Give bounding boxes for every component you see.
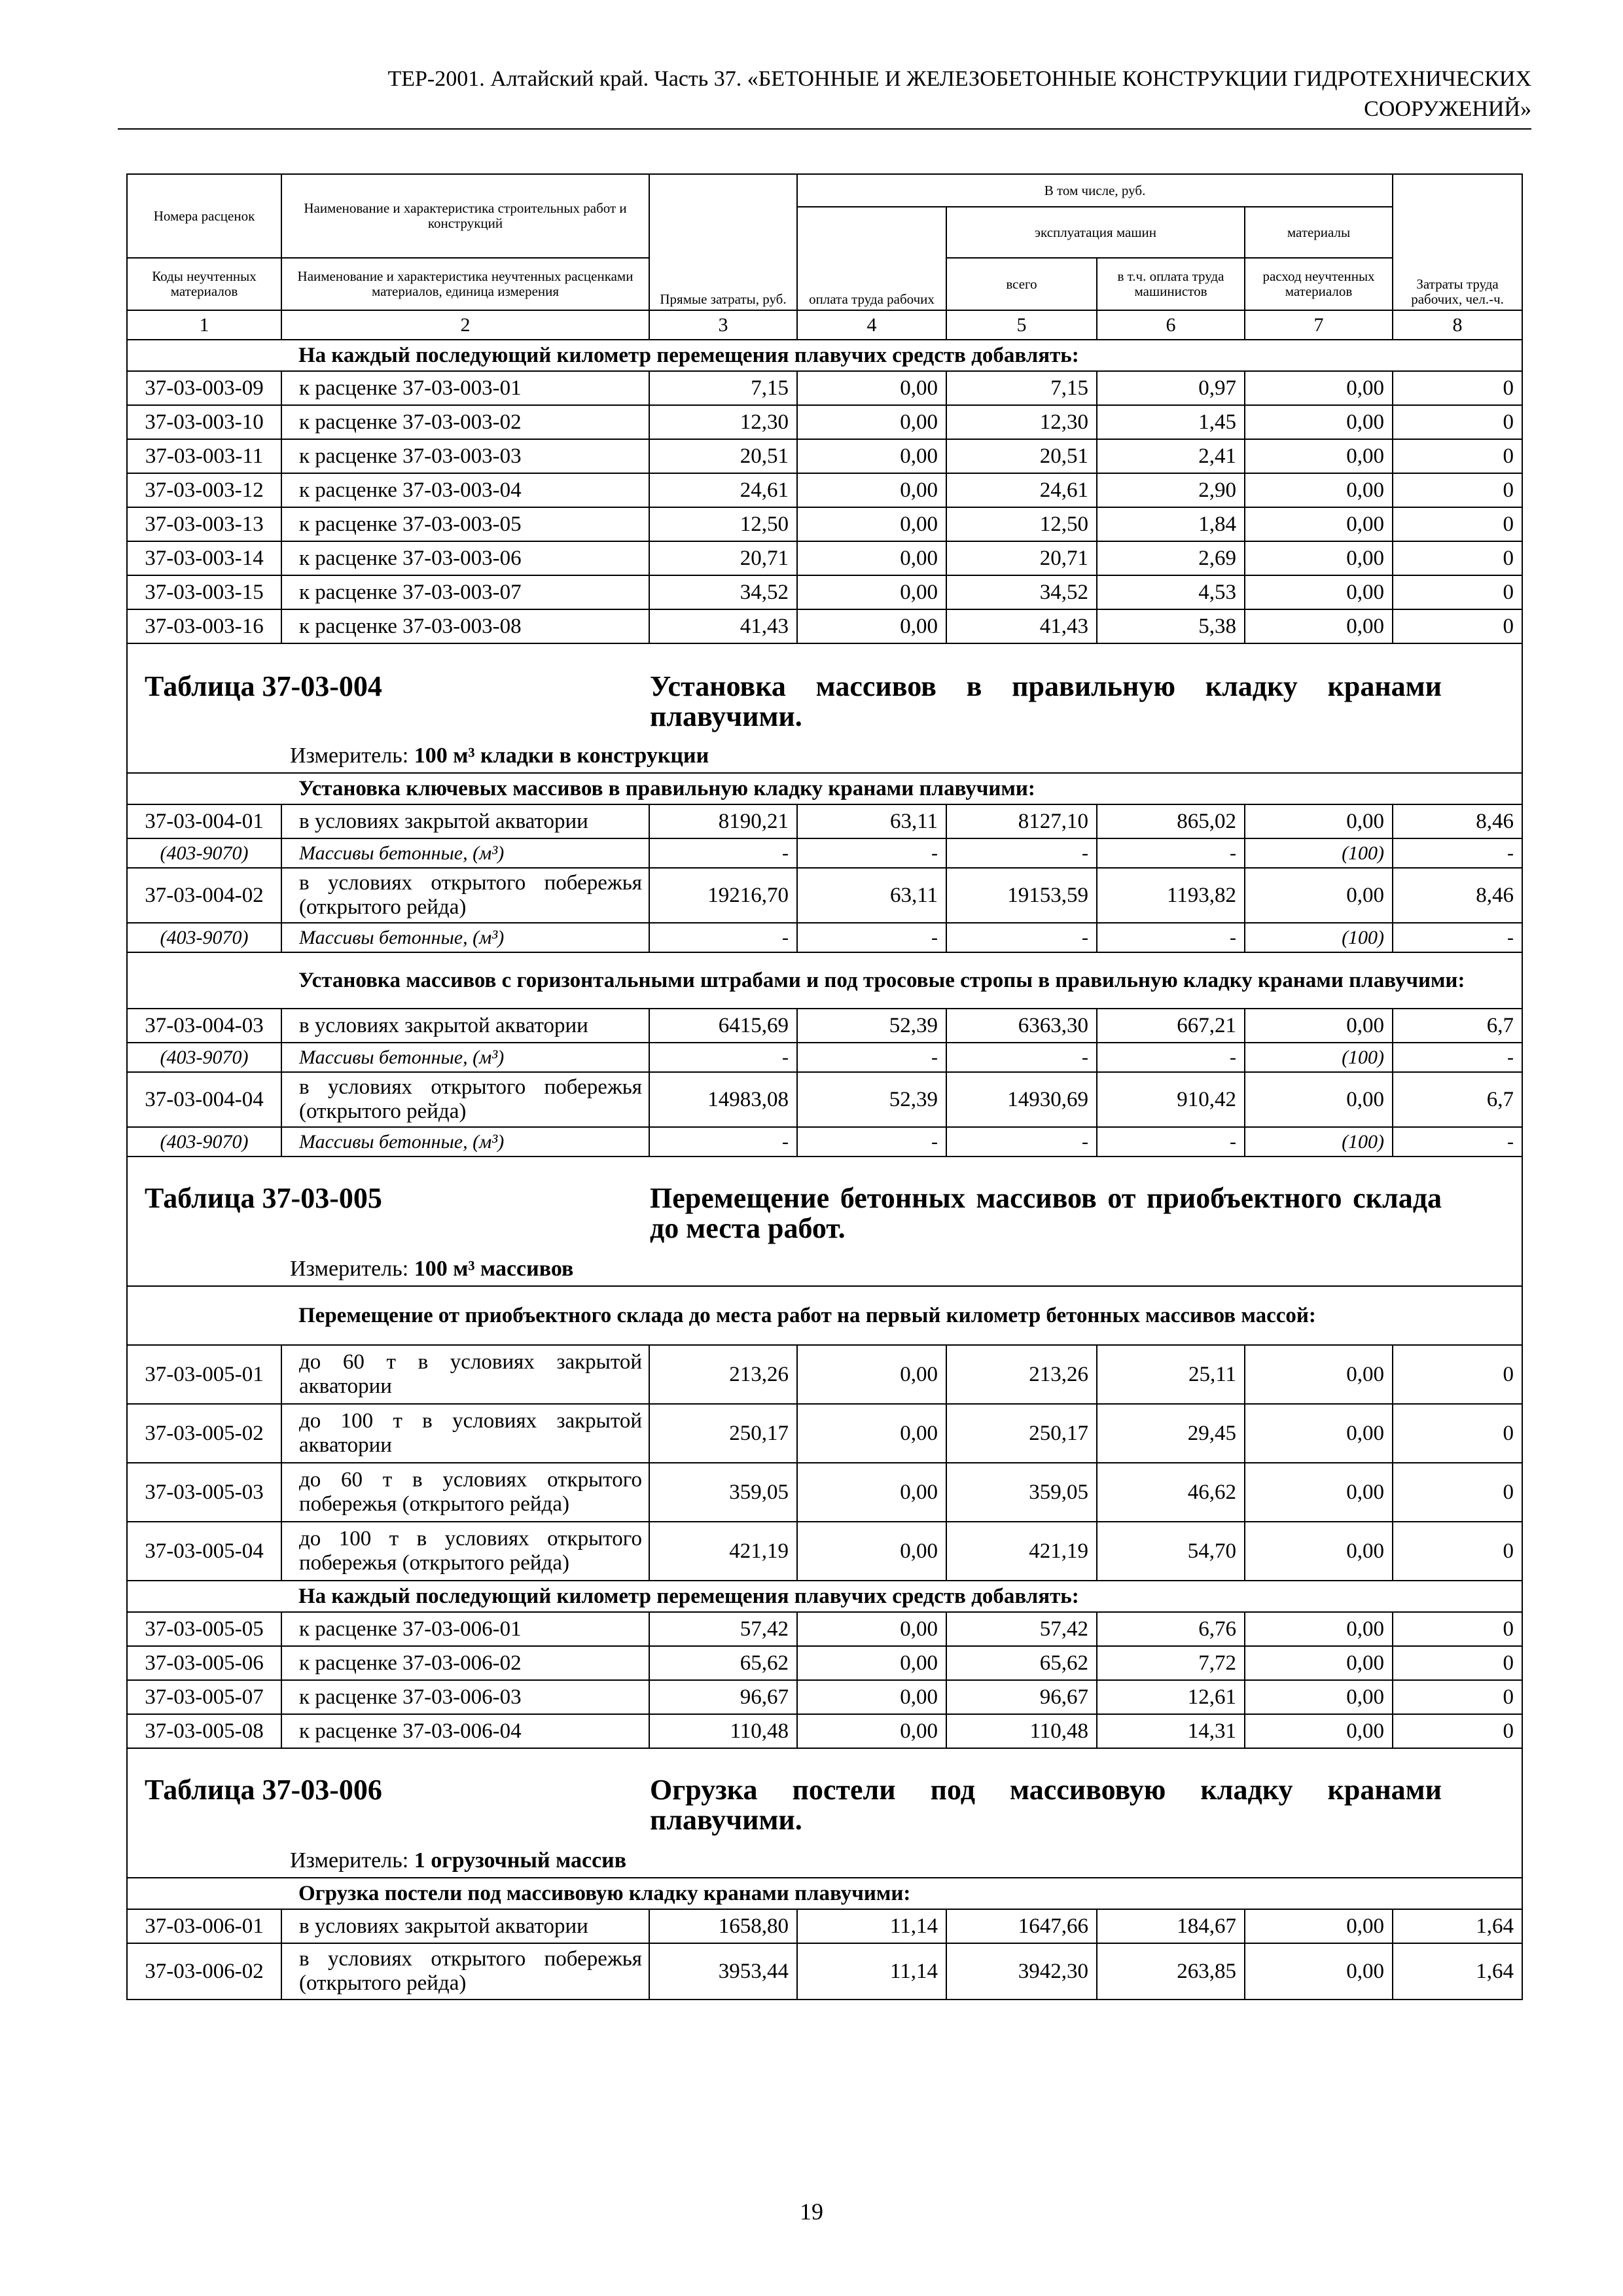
rate-code: 37-03-005-01 <box>127 1345 281 1404</box>
machines-cost: 57,42 <box>946 1612 1097 1646</box>
col-number: 2 <box>281 310 649 340</box>
wages-cost: 0,00 <box>797 1680 946 1714</box>
rate-code: 37-03-004-01 <box>127 804 281 838</box>
labor-cost: 1,64 <box>1393 1909 1522 1943</box>
material-name: Массивы бетонные, (м³) <box>281 838 649 868</box>
materials-cost: 0,00 <box>1245 473 1393 507</box>
section-title: На каждый последующий километр перемещения плавучих средств добавлять: <box>281 1581 1522 1612</box>
wages-cost: 0,00 <box>797 609 946 643</box>
rate-name: к расценке 37-03-003-02 <box>281 405 649 439</box>
materials-cost: 0,00 <box>1245 1072 1393 1127</box>
rate-name: в условиях закрытой акватории <box>281 1909 649 1943</box>
machines-wages: 2,69 <box>1097 541 1245 575</box>
material-machines-wages: - <box>1097 1043 1245 1072</box>
rate-name: к расценке 37-03-003-03 <box>281 439 649 473</box>
materials-cost: 0,00 <box>1245 868 1393 923</box>
rate-name: к расценке 37-03-003-01 <box>281 371 649 405</box>
machines-wages: 7,72 <box>1097 1646 1245 1680</box>
machines-wages: 4,53 <box>1097 575 1245 609</box>
machines-cost: 359,05 <box>946 1463 1097 1522</box>
materials-cost: 0,00 <box>1245 371 1393 405</box>
col-materials-header: материалы <box>1245 207 1393 258</box>
wages-cost: 0,00 <box>797 1345 946 1404</box>
material-code: (403-9070) <box>127 1127 281 1157</box>
direct-cost: 3953,44 <box>649 1943 797 2000</box>
direct-cost: 96,67 <box>649 1680 797 1714</box>
wages-cost: 0,00 <box>797 473 946 507</box>
machines-cost: 110,48 <box>946 1714 1097 1748</box>
wages-cost: 0,00 <box>797 1612 946 1646</box>
machines-cost: 213,26 <box>946 1345 1097 1404</box>
table-title: Таблица 37-03-005 <box>145 1182 382 1214</box>
machines-cost: 250,17 <box>946 1404 1097 1463</box>
material-labor: - <box>1393 838 1522 868</box>
wages-cost: 0,00 <box>797 541 946 575</box>
rate-name: в условиях закрытой акватории <box>281 804 649 838</box>
rate-code: 37-03-005-03 <box>127 1463 281 1522</box>
labor-cost: 0 <box>1393 1680 1522 1714</box>
direct-cost: 8190,21 <box>649 804 797 838</box>
rate-row <box>127 405 1522 439</box>
col-name-unaccounted-header: Наименование и характеристика неучтенных расценками материалов, единица измерения <box>281 258 649 310</box>
material-code: (403-9070) <box>127 923 281 952</box>
wages-cost: 11,14 <box>797 1909 946 1943</box>
rate-code: 37-03-006-02 <box>127 1943 281 2000</box>
material-usage: (100) <box>1245 1043 1393 1072</box>
labor-cost: 0 <box>1393 609 1522 643</box>
labor-cost: 8,46 <box>1393 804 1522 838</box>
col-number: 6 <box>1097 310 1245 340</box>
machines-cost: 96,67 <box>946 1680 1097 1714</box>
wages-cost: 63,11 <box>797 868 946 923</box>
measure-label: Измеритель: <box>290 744 409 768</box>
material-wages: - <box>797 923 946 952</box>
rate-name: до 60 т в условиях открытого побережья (открытого рейда) <box>281 1463 649 1522</box>
material-machines: - <box>946 1127 1097 1157</box>
labor-cost: 0 <box>1393 541 1522 575</box>
materials-cost: 0,00 <box>1245 541 1393 575</box>
material-direct: - <box>649 838 797 868</box>
materials-cost: 0,00 <box>1245 1463 1393 1522</box>
rate-name: к расценке 37-03-003-08 <box>281 609 649 643</box>
labor-cost: 0 <box>1393 1345 1522 1404</box>
wages-cost: 0,00 <box>797 1463 946 1522</box>
section-title: На каждый последующий километр перемещения плавучих средств добавлять: <box>281 340 1522 371</box>
machines-wages: 2,41 <box>1097 439 1245 473</box>
rate-row <box>127 1943 1522 2000</box>
rate-name: в условиях открытого побережья (открытого рейда) <box>281 1072 649 1127</box>
table005-body-a <box>127 1345 1522 1581</box>
col-direct-costs-header: Прямые затраты, руб. <box>649 174 797 310</box>
materials-cost: 0,00 <box>1245 1680 1393 1714</box>
material-labor: - <box>1393 1127 1522 1157</box>
materials-cost: 0,00 <box>1245 1009 1393 1043</box>
measure-value: 1 огрузочный массив <box>414 1848 627 1873</box>
labor-cost: 0 <box>1393 405 1522 439</box>
labor-cost: 0 <box>1393 1612 1522 1646</box>
table-name: Установка массивов в правильную кладку кранами плавучими. <box>650 670 1442 732</box>
materials-cost: 0,00 <box>1245 439 1393 473</box>
labor-cost: 0 <box>1393 371 1522 405</box>
materials-cost: 0,00 <box>1245 405 1393 439</box>
rate-name: к расценке 37-03-006-01 <box>281 1612 649 1646</box>
machines-wages: 12,61 <box>1097 1680 1245 1714</box>
rate-code: 37-03-003-12 <box>127 473 281 507</box>
measure-label: Измеритель: <box>290 1257 409 1281</box>
materials-cost: 0,00 <box>1245 507 1393 541</box>
machines-wages: 46,62 <box>1097 1463 1245 1522</box>
material-name: Массивы бетонные, (м³) <box>281 1043 649 1072</box>
table005-body-b <box>127 1612 1522 1748</box>
col-number: 4 <box>797 310 946 340</box>
rate-name: к расценке 37-03-003-04 <box>281 473 649 507</box>
wages-cost: 0,00 <box>797 1404 946 1463</box>
measure-line <box>290 744 709 768</box>
rate-name: в условиях закрытой акватории <box>281 1009 649 1043</box>
material-direct: - <box>649 1043 797 1072</box>
material-direct: - <box>649 1127 797 1157</box>
rate-name: к расценке 37-03-006-03 <box>281 1680 649 1714</box>
wages-cost: 0,00 <box>797 1646 946 1680</box>
running-header-line1: ТЕР-2001. Алтайский край. Часть 37. «БЕТОННЫЕ И ЖЕЛЕЗОБЕТОННЫЕ КОНСТРУКЦИИ ГИДРОТЕХНИЧЕСКИХ <box>387 67 1531 91</box>
wages-cost: 11,14 <box>797 1943 946 2000</box>
wages-cost: 52,39 <box>797 1072 946 1127</box>
direct-cost: 65,62 <box>649 1646 797 1680</box>
table-name: Перемещение бетонных массивов от приобъектного склада до места работ. <box>650 1182 1442 1244</box>
rate-code: 37-03-004-04 <box>127 1072 281 1127</box>
rate-row <box>127 1680 1522 1714</box>
rate-row <box>127 609 1522 643</box>
direct-cost: 1658,80 <box>649 1909 797 1943</box>
machines-wages: 910,42 <box>1097 1072 1245 1127</box>
machines-wages: 1193,82 <box>1097 868 1245 923</box>
rate-code: 37-03-005-08 <box>127 1714 281 1748</box>
labor-cost: 0 <box>1393 473 1522 507</box>
measure-label: Измеритель: <box>290 1848 409 1873</box>
rate-row <box>127 1909 1522 1943</box>
machines-cost: 1647,66 <box>946 1909 1097 1943</box>
machines-wages: 1,84 <box>1097 507 1245 541</box>
materials-cost: 0,00 <box>1245 1612 1393 1646</box>
rate-row <box>127 1072 1522 1127</box>
machines-cost: 6363,30 <box>946 1009 1097 1043</box>
material-machines-wages: - <box>1097 923 1245 952</box>
materials-cost: 0,00 <box>1245 1646 1393 1680</box>
labor-cost: 0 <box>1393 507 1522 541</box>
direct-cost: 110,48 <box>649 1714 797 1748</box>
wages-cost: 0,00 <box>797 507 946 541</box>
materials-cost: 0,00 <box>1245 1345 1393 1404</box>
rate-code: 37-03-003-16 <box>127 609 281 643</box>
material-row <box>127 923 1522 952</box>
col-machines-wages-header: в т.ч. оплата труда машинистов <box>1097 258 1245 310</box>
labor-cost: 0 <box>1393 1646 1522 1680</box>
col-number: 8 <box>1393 310 1522 340</box>
machines-wages: 2,90 <box>1097 473 1245 507</box>
rate-row <box>127 1714 1522 1748</box>
labor-cost: 8,46 <box>1393 868 1522 923</box>
col-machines-header: эксплуатация машин <box>946 207 1245 258</box>
material-usage: (100) <box>1245 838 1393 868</box>
col-number: 5 <box>946 310 1097 340</box>
wages-cost: 0,00 <box>797 439 946 473</box>
rate-row <box>127 1646 1522 1680</box>
section-title: Огрузка постели под массивовую кладку кранами плавучими: <box>281 1878 1522 1909</box>
direct-cost: 421,19 <box>649 1522 797 1581</box>
rate-code: 37-03-003-14 <box>127 541 281 575</box>
direct-cost: 20,51 <box>649 439 797 473</box>
material-row <box>127 838 1522 868</box>
machines-wages: 14,31 <box>1097 1714 1245 1748</box>
rate-row <box>127 1522 1522 1581</box>
machines-cost: 8127,10 <box>946 804 1097 838</box>
machines-cost: 20,51 <box>946 439 1097 473</box>
machines-wages: 184,67 <box>1097 1909 1245 1943</box>
rate-code: 37-03-003-13 <box>127 507 281 541</box>
machines-cost: 12,50 <box>946 507 1097 541</box>
rate-name: в условиях открытого побережья (открытого рейда) <box>281 868 649 923</box>
direct-cost: 19216,70 <box>649 868 797 923</box>
rate-code: 37-03-003-15 <box>127 575 281 609</box>
direct-cost: 20,71 <box>649 541 797 575</box>
materials-cost: 0,00 <box>1245 1522 1393 1581</box>
rate-name: к расценке 37-03-006-04 <box>281 1714 649 1748</box>
direct-cost: 12,30 <box>649 405 797 439</box>
materials-cost: 0,00 <box>1245 804 1393 838</box>
material-code: (403-9070) <box>127 838 281 868</box>
machines-cost: 421,19 <box>946 1522 1097 1581</box>
rate-code: 37-03-005-06 <box>127 1646 281 1680</box>
labor-cost: 0 <box>1393 439 1522 473</box>
machines-wages: 0,97 <box>1097 371 1245 405</box>
direct-cost: 24,61 <box>649 473 797 507</box>
material-machines: - <box>946 923 1097 952</box>
materials-cost: 0,00 <box>1245 575 1393 609</box>
col-rate-codes-header: Номера расценок <box>127 174 281 258</box>
labor-cost: 0 <box>1393 1463 1522 1522</box>
running-header <box>118 64 1531 130</box>
labor-cost: 0 <box>1393 1404 1522 1463</box>
direct-cost: 12,50 <box>649 507 797 541</box>
rate-row <box>127 868 1522 923</box>
rate-row <box>127 1612 1522 1646</box>
direct-cost: 41,43 <box>649 609 797 643</box>
material-wages: - <box>797 1127 946 1157</box>
table-title: Таблица 37-03-004 <box>145 670 382 702</box>
machines-cost: 19153,59 <box>946 868 1097 923</box>
material-machines: - <box>946 838 1097 868</box>
machines-wages: 29,45 <box>1097 1404 1245 1463</box>
rate-code: 37-03-005-02 <box>127 1404 281 1463</box>
rate-row <box>127 1463 1522 1522</box>
machines-cost: 12,30 <box>946 405 1097 439</box>
material-machines: - <box>946 1043 1097 1072</box>
material-usage: (100) <box>1245 1127 1393 1157</box>
wages-cost: 52,39 <box>797 1009 946 1043</box>
labor-cost: 6,7 <box>1393 1072 1522 1127</box>
col-number: 1 <box>127 310 281 340</box>
measure-line <box>290 1257 573 1281</box>
rate-name: до 100 т в условиях закрытой акватории <box>281 1404 649 1463</box>
rate-row <box>127 1404 1522 1463</box>
rate-row <box>127 507 1522 541</box>
measure-value: 100 м³ кладки в конструкции <box>414 744 709 768</box>
material-direct: - <box>649 923 797 952</box>
rate-name: к расценке 37-03-003-06 <box>281 541 649 575</box>
rate-name: к расценке 37-03-003-05 <box>281 507 649 541</box>
material-usage: (100) <box>1245 923 1393 952</box>
machines-cost: 3942,30 <box>946 1943 1097 2000</box>
machines-wages: 263,85 <box>1097 1943 1245 2000</box>
rate-name: к расценке 37-03-003-07 <box>281 575 649 609</box>
machines-cost: 41,43 <box>946 609 1097 643</box>
rate-row <box>127 1345 1522 1404</box>
wages-cost: 0,00 <box>797 1714 946 1748</box>
table-name: Огрузка постели под массивовую кладку кранами плавучими. <box>650 1774 1442 1836</box>
machines-wages: 667,21 <box>1097 1009 1245 1043</box>
direct-cost: 34,52 <box>649 575 797 609</box>
material-wages: - <box>797 1043 946 1072</box>
rate-code: 37-03-003-11 <box>127 439 281 473</box>
rate-row <box>127 541 1522 575</box>
rate-row <box>127 1009 1522 1043</box>
rate-code: 37-03-003-10 <box>127 405 281 439</box>
wages-cost: 0,00 <box>797 575 946 609</box>
material-labor: - <box>1393 923 1522 952</box>
table006-body <box>127 1909 1522 2000</box>
rate-code: 37-03-004-03 <box>127 1009 281 1043</box>
col-including-header: В том числе, руб. <box>797 174 1393 207</box>
section-title: Установка ключевых массивов в правильную кладку кранами плавучими: <box>281 773 1522 804</box>
machines-cost: 34,52 <box>946 575 1097 609</box>
col-number: 3 <box>649 310 797 340</box>
rates-table <box>126 173 1523 2000</box>
direct-cost: 57,42 <box>649 1612 797 1646</box>
machines-wages: 865,02 <box>1097 804 1245 838</box>
direct-cost: 6415,69 <box>649 1009 797 1043</box>
wages-cost: 0,00 <box>797 1522 946 1581</box>
material-code: (403-9070) <box>127 1043 281 1072</box>
machines-cost: 24,61 <box>946 473 1097 507</box>
rate-row <box>127 575 1522 609</box>
rate-code: 37-03-005-05 <box>127 1612 281 1646</box>
labor-cost: 0 <box>1393 575 1522 609</box>
col-number: 7 <box>1245 310 1393 340</box>
machines-wages: 6,76 <box>1097 1612 1245 1646</box>
measure-value: 100 м³ массивов <box>414 1257 574 1281</box>
machines-wages: 1,45 <box>1097 405 1245 439</box>
measure-line <box>290 1848 626 1873</box>
labor-cost: 0 <box>1393 1714 1522 1748</box>
labor-cost: 0 <box>1393 1522 1522 1581</box>
machines-cost: 14930,69 <box>946 1072 1097 1127</box>
rate-code: 37-03-005-04 <box>127 1522 281 1581</box>
material-row <box>127 1043 1522 1072</box>
page-number: 19 <box>800 2198 823 2225</box>
wages-cost: 63,11 <box>797 804 946 838</box>
machines-cost: 20,71 <box>946 541 1097 575</box>
direct-cost: 250,17 <box>649 1404 797 1463</box>
direct-cost: 359,05 <box>649 1463 797 1522</box>
material-name: Массивы бетонные, (м³) <box>281 1127 649 1157</box>
material-machines-wages: - <box>1097 838 1245 868</box>
labor-cost: 6,7 <box>1393 1009 1522 1043</box>
material-name: Массивы бетонные, (м³) <box>281 923 649 952</box>
rates-table-container <box>126 173 1522 2000</box>
section-title: Перемещение от приобъектного склада до места работ на первый километр бетонных массивов массой: <box>281 1286 1522 1345</box>
col-name-rates-header: Наименование и характеристика строительных работ и конструкций <box>281 174 649 258</box>
table004-body-b <box>127 1009 1522 1157</box>
col-wages-header: оплата труда рабочих <box>797 207 946 310</box>
material-machines-wages: - <box>1097 1127 1245 1157</box>
rate-code: 37-03-005-07 <box>127 1680 281 1714</box>
rate-code: 37-03-003-09 <box>127 371 281 405</box>
material-labor: - <box>1393 1043 1522 1072</box>
col-unaccounted-codes-header: Коды неучтенных материалов <box>127 258 281 310</box>
col-materials-usage-header: расход неучтенных материалов <box>1245 258 1393 310</box>
machines-wages: 25,11 <box>1097 1345 1245 1404</box>
rate-name: до 60 т в условиях закрытой акватории <box>281 1345 649 1404</box>
rate-row <box>127 371 1522 405</box>
rate-row <box>127 473 1522 507</box>
direct-cost: 14983,08 <box>649 1072 797 1127</box>
section-title: Установка массивов с горизонтальными штрабами и под тросовые стропы в правильную кладку кранами плавучими: <box>281 952 1522 1009</box>
wages-cost: 0,00 <box>797 405 946 439</box>
rate-row <box>127 804 1522 838</box>
wages-cost: 0,00 <box>797 371 946 405</box>
machines-cost: 65,62 <box>946 1646 1097 1680</box>
running-header-line2: СООРУЖЕНИЙ» <box>1364 97 1531 121</box>
rate-name: в условиях открытого побережья (открытого рейда) <box>281 1943 649 2000</box>
table-title: Таблица 37-03-006 <box>145 1774 382 1806</box>
table004-body-a <box>127 804 1522 952</box>
materials-cost: 0,00 <box>1245 1404 1393 1463</box>
machines-wages: 5,38 <box>1097 609 1245 643</box>
rate-code: 37-03-004-02 <box>127 868 281 923</box>
direct-cost: 213,26 <box>649 1345 797 1404</box>
table003-body <box>127 371 1522 643</box>
materials-cost: 0,00 <box>1245 1714 1393 1748</box>
material-row <box>127 1127 1522 1157</box>
col-labor-header: Затраты труда рабочих, чел.-ч. <box>1393 174 1522 310</box>
direct-cost: 7,15 <box>649 371 797 405</box>
materials-cost: 0,00 <box>1245 1943 1393 2000</box>
rate-row <box>127 439 1522 473</box>
rate-name: к расценке 37-03-006-02 <box>281 1646 649 1680</box>
materials-cost: 0,00 <box>1245 1909 1393 1943</box>
machines-wages: 54,70 <box>1097 1522 1245 1581</box>
col-machines-total-header: всего <box>946 258 1097 310</box>
machines-cost: 7,15 <box>946 371 1097 405</box>
rate-name: до 100 т в условиях открытого побережья (открытого рейда) <box>281 1522 649 1581</box>
material-wages: - <box>797 838 946 868</box>
materials-cost: 0,00 <box>1245 609 1393 643</box>
rate-code: 37-03-006-01 <box>127 1909 281 1943</box>
labor-cost: 1,64 <box>1393 1943 1522 2000</box>
